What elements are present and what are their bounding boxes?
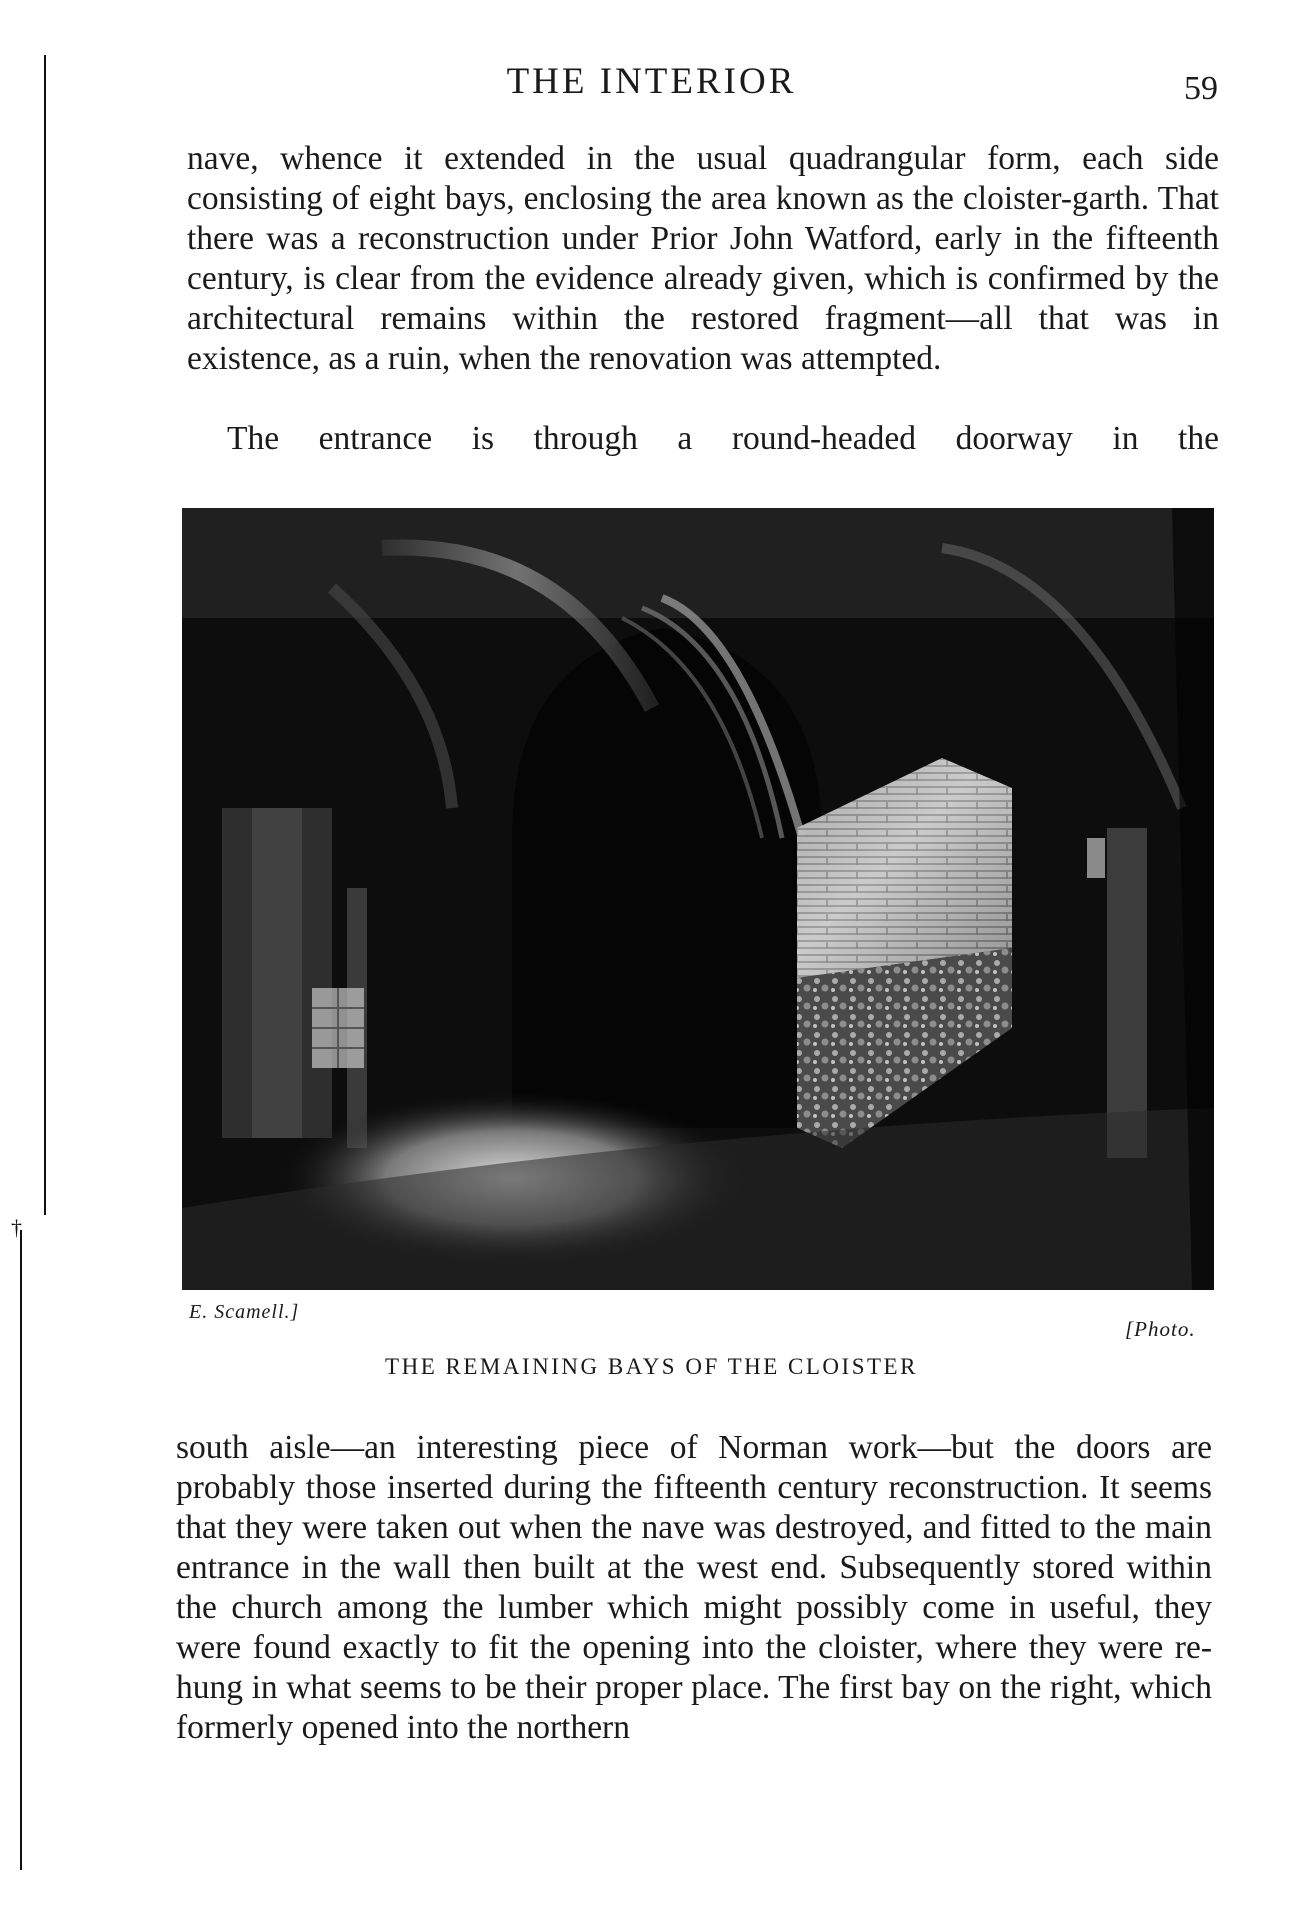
running-title: THE INTERIOR: [506, 61, 797, 102]
text-line: among the lumber which might possibly come in useful, they: [336, 1589, 1213, 1626]
text-line: as a ruin, when the renovation was attempted.: [328, 340, 942, 377]
photo-label: [Photo.: [1125, 1317, 1196, 1341]
text-line: evidence already given, which is confirmed by the architectural: [187, 260, 1219, 337]
photographer-credit: E. Scamell.]: [189, 1301, 300, 1323]
text-line: side consisting of eight bays, enclosing the area known as the: [187, 140, 1219, 217]
text-line: first bay on the right, which formerly opened into the northern: [176, 1669, 1213, 1746]
figure-caption: THE REMAINING BAYS OF THE CLOISTER: [385, 1354, 918, 1379]
text-line: nave, whence it extended in the usual quadrangular form, each: [187, 140, 1144, 177]
margin-rule-bottom: [20, 1230, 22, 1870]
text-line: doors are probably those inserted during the fifteenth century: [176, 1429, 1212, 1506]
text-line: nave was destroyed, and fitted to the main entrance in the wall: [176, 1509, 1213, 1586]
cloister-photograph: [182, 508, 1214, 1290]
text-line: remains within the restored fragment—all that was in existence,: [187, 300, 1219, 377]
text-line: were found exactly to fit the opening into the cloister, where: [176, 1629, 1018, 1666]
paragraph-bottom: [176, 1428, 1212, 1748]
text-line: they were re-hung in what seems to be their proper place. The: [176, 1629, 1212, 1706]
paragraph-top: [187, 139, 1219, 379]
margin-mark: †: [11, 1215, 22, 1240]
paragraph-entrance: [187, 419, 1219, 459]
text-line: The entrance is through a round-headed doorway in the: [227, 420, 1219, 457]
text-line: John Watford, early in the fifteenth century, is clear from the: [187, 220, 1219, 297]
text-line: reconstruction. It seems that they were taken out when the: [176, 1469, 1213, 1546]
margin-rule-top: [44, 55, 46, 1215]
text-line: cloister-garth. That there was a reconstruction under Prior: [187, 180, 1219, 257]
page-number: 59: [1184, 70, 1218, 107]
text-line: then built at the west end. Subsequently stored within the church: [176, 1549, 1212, 1626]
text-line: south aisle—an interesting piece of Norman work—but the: [176, 1429, 1056, 1466]
